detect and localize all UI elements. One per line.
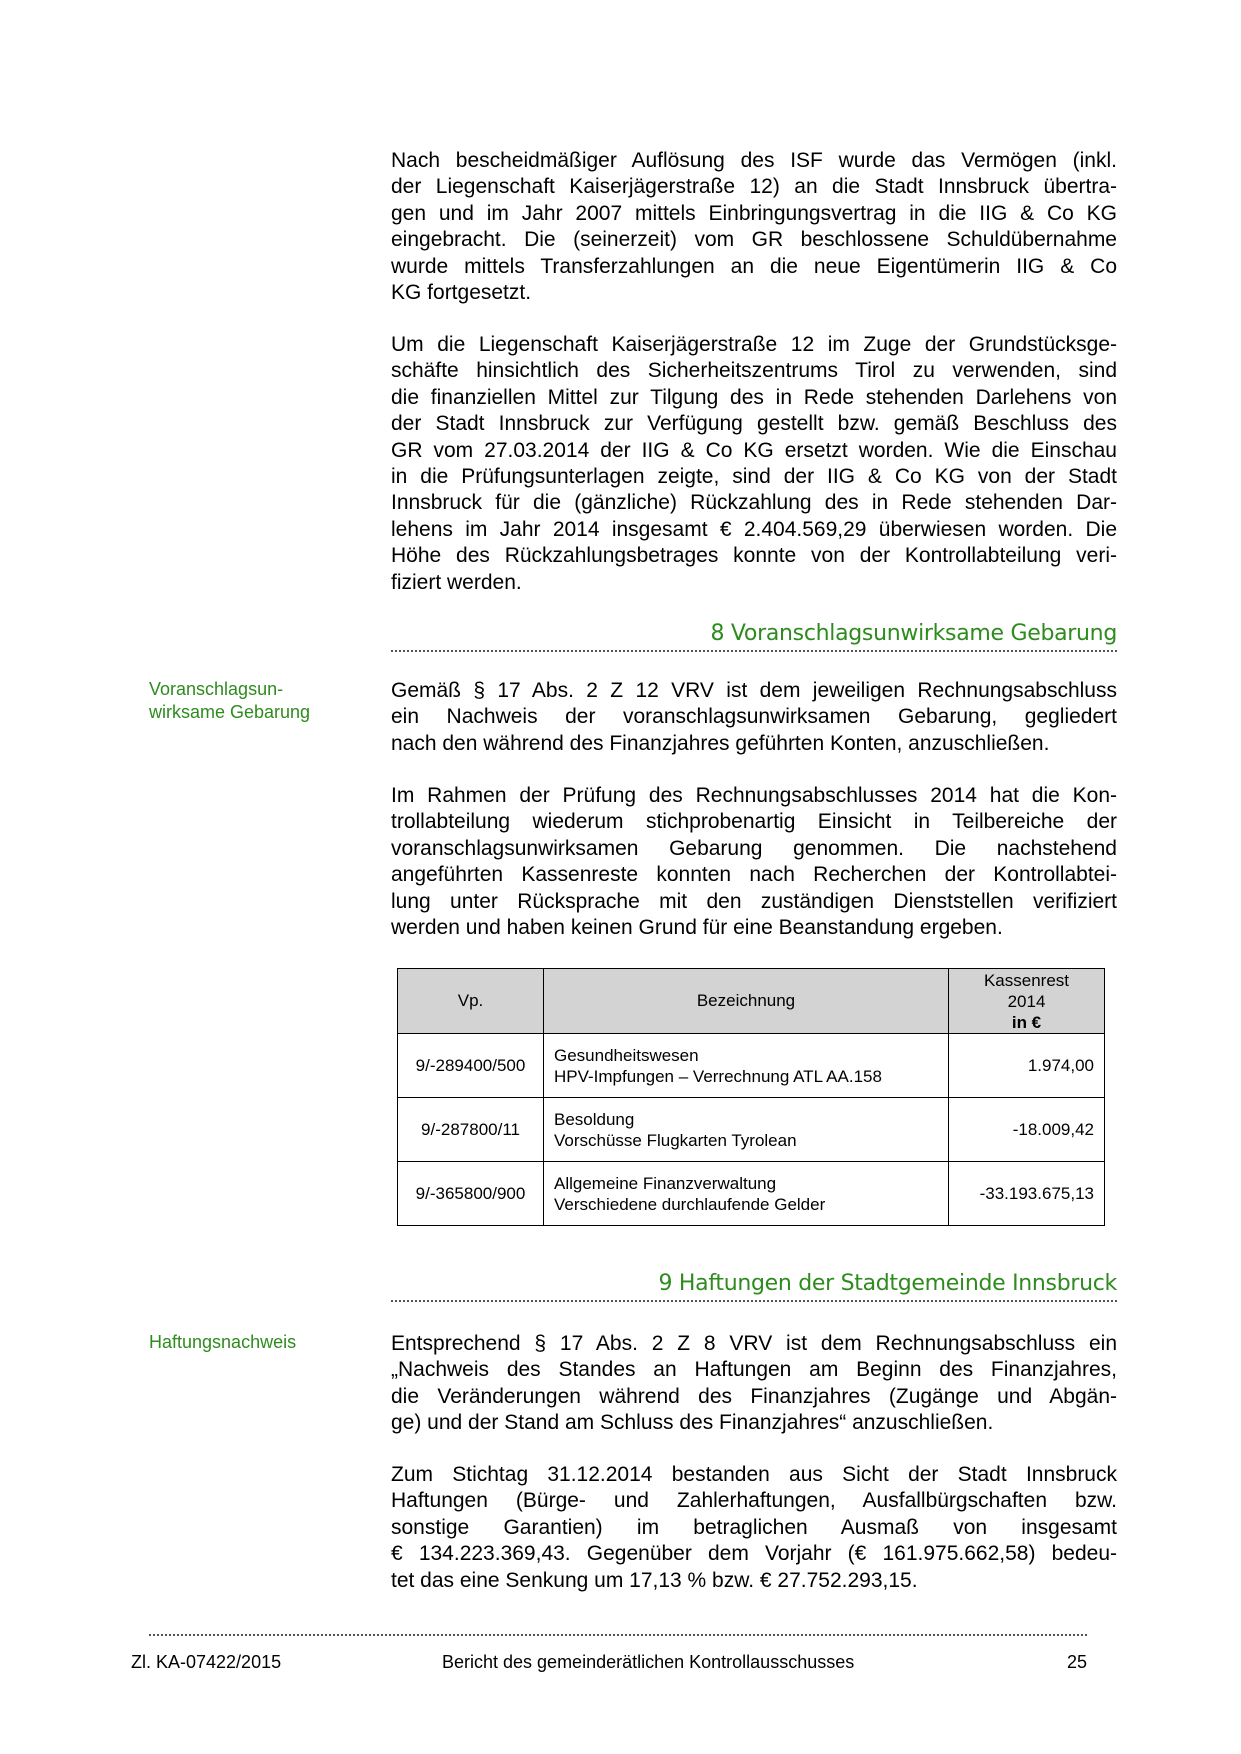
- text-line: in die Prüfungsunterlagen zeigte, sind der IIG & Co KG von der Stadt: [391, 465, 1117, 489]
- table-row: [398, 1034, 1105, 1098]
- header-kassenrest-line: 2014: [1007, 991, 1046, 1011]
- header-bezeichnung: Bezeichnung: [544, 969, 949, 1034]
- cell-bezeichnung: [544, 1162, 949, 1226]
- cell-line: Gesundheitswesen: [554, 1045, 699, 1065]
- header-kassenrest: [949, 969, 1105, 1034]
- cell-vp: 9/-287800/11: [398, 1098, 544, 1162]
- paragraph-1: [391, 148, 1117, 306]
- text-line: Höhe des Rückzahlungsbetrages konnte von der Kontrollabteilung veri-: [391, 544, 1117, 568]
- paragraph-2: [391, 332, 1117, 596]
- text-line: ge) und der Stand am Schluss des Finanzjahres“ anzuschließen.: [391, 1411, 994, 1435]
- section-title: 9 Haftungen der Stadtgemeinde Innsbruck: [658, 1271, 1117, 1296]
- header-kassenrest-line: Kassenrest: [983, 970, 1070, 990]
- cell-vp: 9/-289400/500: [398, 1034, 544, 1098]
- sidenote-voranschlagsunwirksame-gebarung: [149, 678, 379, 724]
- text-line: trollabteilung wiederum stichprobenartig Einsicht in Teilbereiche der: [391, 810, 1117, 834]
- cell-line: HPV-Impfungen – Verrechnung ATL AA.158: [554, 1066, 882, 1086]
- cell-line: Allgemeine Finanzverwaltung: [554, 1173, 777, 1193]
- cell-amount: -33.193.675,13: [949, 1162, 1105, 1226]
- footer-title: Bericht des gemeinderätlichen Kontrollausschusses: [442, 1652, 855, 1672]
- text-line: € 134.223.369,43. Gegenüber dem Vorjahr (€ 161.975.662,58) bedeu-: [391, 1542, 1117, 1566]
- text-line: Um die Liegenschaft Kaiserjägerstraße 12 im Zuge der Grundstücksge-: [391, 333, 1117, 356]
- cell-bezeichnung: [544, 1034, 949, 1098]
- text-line: der Liegenschaft Kaiserjägerstraße 12) an die Stadt Innsbruck übertra-: [391, 175, 1117, 199]
- cell-amount: -18.009,42: [949, 1098, 1105, 1162]
- text-line: nach den während des Finanzjahres geführten Konten, anzuschließen.: [391, 731, 1050, 755]
- text-line: Innsbruck für die (gänzliche) Rückzahlung des in Rede stehenden Dar-: [391, 491, 1117, 515]
- text-line: werden und haben keinen Grund für eine Beanstandung ergeben.: [391, 916, 1003, 940]
- text-line: schäfte hinsichtlich des Sicherheitszentrums Tirol zu verwenden, sind: [391, 359, 1117, 383]
- text-line: lung unter Rücksprache mit den zuständigen Dienststellen verifiziert: [391, 889, 1117, 913]
- sidenote-line: wirksame Gebarung: [149, 702, 311, 722]
- cell-line: Verschiedene durchlaufende Gelder: [554, 1194, 826, 1214]
- text-line: KG fortgesetzt.: [391, 281, 532, 305]
- page-number: 25: [1067, 1652, 1088, 1672]
- text-line: Entsprechend § 17 Abs. 2 Z 8 VRV ist dem Rechnungsabschluss ein: [391, 1332, 1117, 1355]
- text-line: die Veränderungen während des Finanzjahres (Zugänge und Abgän-: [391, 1384, 1117, 1408]
- cell-amount: 1.974,00: [949, 1034, 1105, 1098]
- text-line: wurde mittels Transferzahlungen an die neue Eigentümerin IIG & Co: [391, 254, 1117, 278]
- kassenrest-table: [397, 968, 1105, 1226]
- text-line: fiziert werden.: [391, 570, 522, 594]
- cell-line: Besoldung: [554, 1109, 635, 1129]
- sidenote-line: Voranschlagsun-: [149, 679, 284, 699]
- text-line: Gemäß § 17 Abs. 2 Z 12 VRV ist dem jeweiligen Rechnungsabschluss: [391, 679, 1117, 702]
- text-line: lehens im Jahr 2014 insgesamt € 2.404.569,29 überwiesen worden. Die: [391, 517, 1117, 541]
- section-title: 8 Voranschlagsunwirksame Gebarung: [710, 621, 1117, 646]
- paragraph-6: [391, 1462, 1117, 1594]
- footer-divider: [149, 1634, 1087, 1636]
- text-line: Im Rahmen der Prüfung des Rechnungsabschlusses 2014 hat die Kon-: [391, 784, 1117, 807]
- text-line: Nach bescheidmäßiger Auflösung des ISF wurde das Vermögen (inkl.: [391, 149, 1117, 172]
- table-row: [398, 1162, 1105, 1226]
- section-heading-8: [391, 614, 1117, 652]
- text-line: Haftungen (Bürge- und Zahlerhaftungen, Ausfallbürgschaften bzw.: [391, 1489, 1117, 1513]
- paragraph-3: [391, 678, 1117, 757]
- text-line: sonstige Garantien) im betraglichen Ausmaß von insgesamt: [391, 1515, 1117, 1539]
- text-line: tet das eine Senkung um 17,13 % bzw. € 27.752.293,15.: [391, 1568, 918, 1592]
- section-heading-9: [391, 1264, 1117, 1302]
- text-line: „Nachweis des Standes an Haftungen am Beginn des Finanzjahres,: [391, 1358, 1117, 1382]
- text-line: der Stadt Innsbruck zur Verfügung gestellt bzw. gemäß Beschluss des: [391, 412, 1117, 436]
- sidenote-line: Haftungsnachweis: [149, 1332, 297, 1352]
- text-line: voranschlagsunwirksamen Gebarung genommen. Die nachstehend: [391, 836, 1117, 860]
- table-header-row: [398, 969, 1105, 1034]
- text-line: eingebracht. Die (seinerzeit) vom GR beschlossene Schuldübernahme: [391, 228, 1117, 252]
- header-vp: Vp.: [398, 969, 544, 1034]
- cell-line: Vorschüsse Flugkarten Tyrolean: [554, 1130, 797, 1150]
- text-line: gen und im Jahr 2007 mittels Einbringungsvertrag in die IIG & Co KG: [391, 201, 1117, 225]
- text-line: GR vom 27.03.2014 der IIG & Co KG ersetzt worden. Wie die Einschau: [391, 438, 1117, 462]
- text-line: Zum Stichtag 31.12.2014 bestanden aus Sicht der Stadt Innsbruck: [391, 1463, 1117, 1486]
- header-kassenrest-line: in €: [1011, 1012, 1042, 1032]
- paragraph-4: [391, 783, 1117, 941]
- text-line: ein Nachweis der voranschlagsunwirksamen Gebarung, gegliedert: [391, 705, 1117, 729]
- table-row: [398, 1098, 1105, 1162]
- cell-vp: 9/-365800/900: [398, 1162, 544, 1226]
- text-line: die finanziellen Mittel zur Tilgung des in Rede stehenden Darlehens von: [391, 385, 1117, 409]
- paragraph-5: [391, 1331, 1117, 1437]
- sidenote-haftungsnachweis: [149, 1331, 379, 1354]
- footer-reference: Zl. KA-07422/2015: [131, 1652, 282, 1672]
- text-line: angeführten Kassenreste konnten nach Recherchen der Kontrollabtei-: [391, 863, 1117, 887]
- cell-bezeichnung: [544, 1098, 949, 1162]
